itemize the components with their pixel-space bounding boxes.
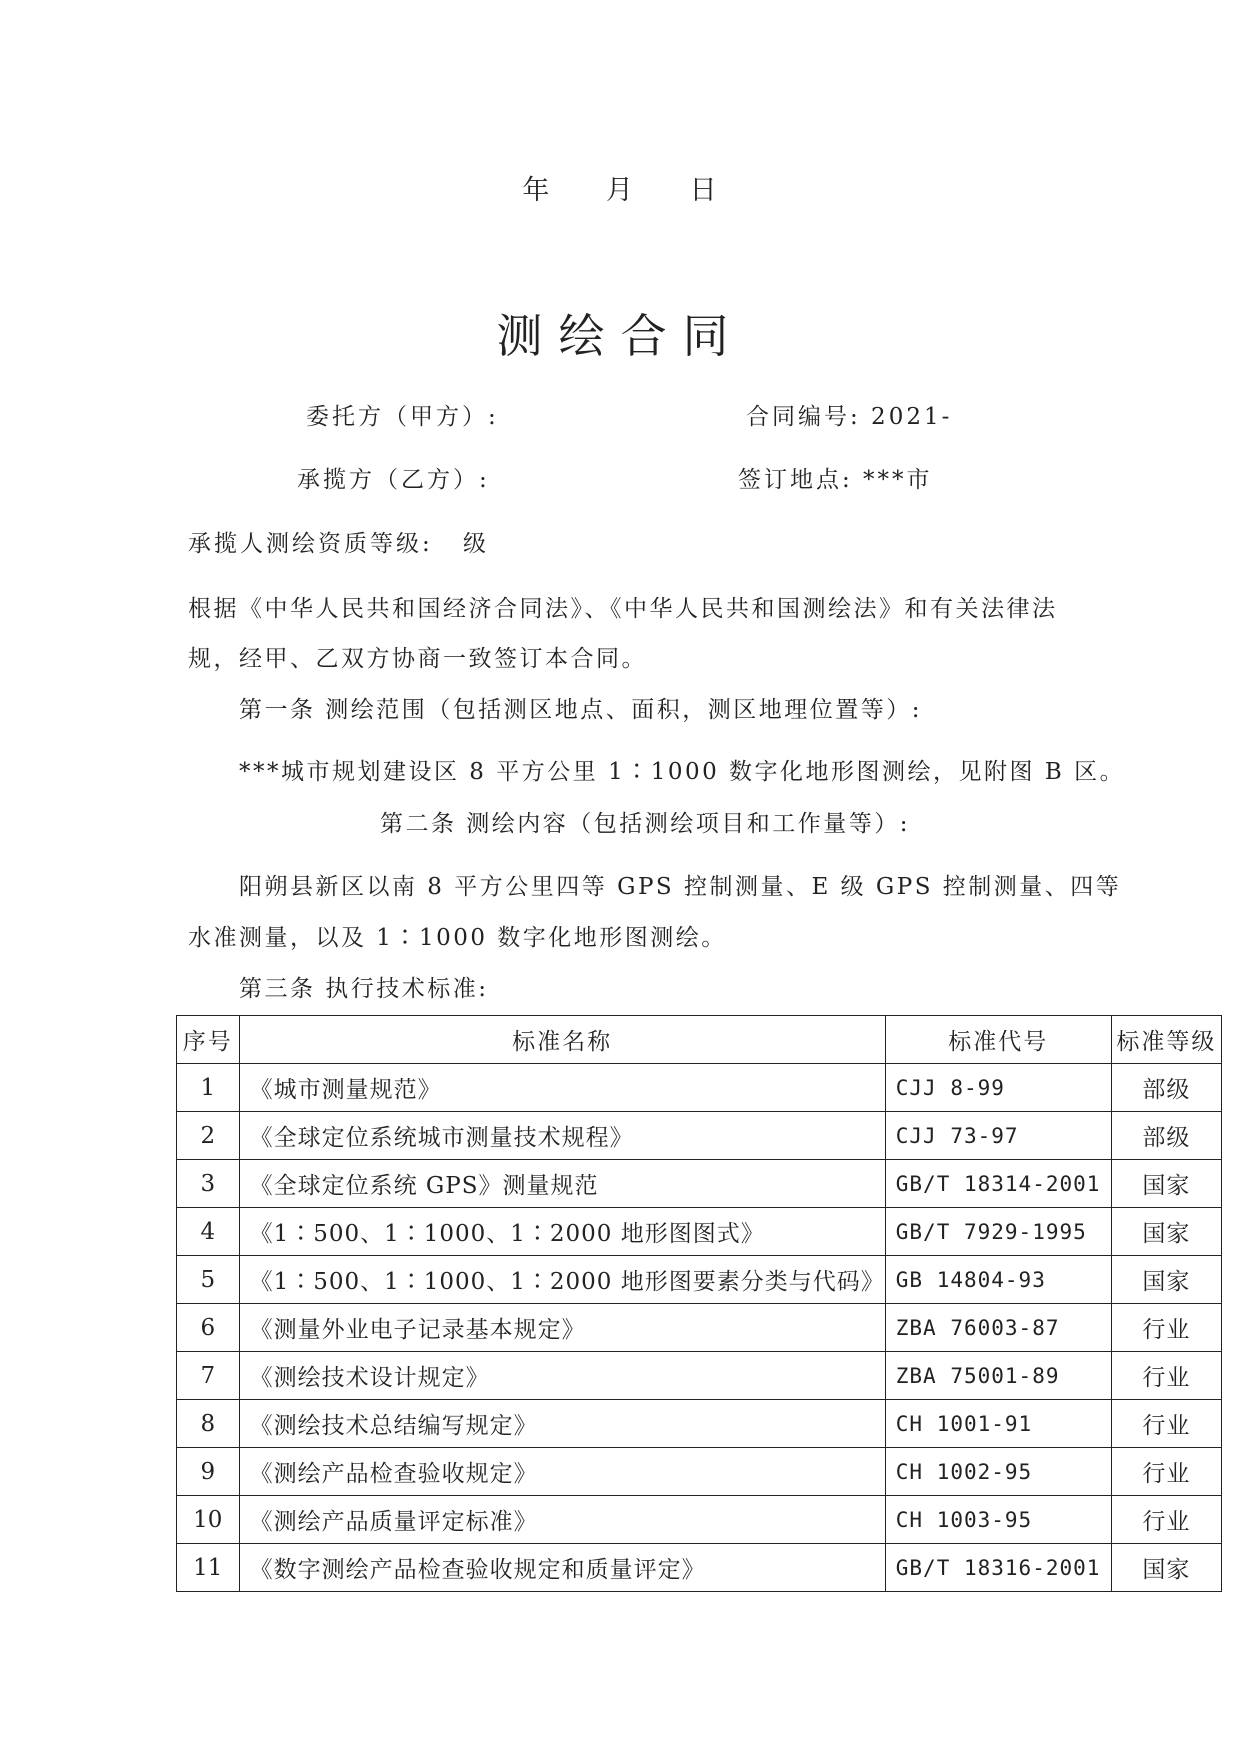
table-row [177, 1352, 1222, 1400]
date-month: 月 [606, 175, 635, 206]
row-number: 1 [177, 1064, 240, 1112]
standard-code: CH 1001-91 [885, 1400, 1111, 1448]
row-number: 6 [177, 1304, 240, 1352]
standard-name: 《1∶500、1∶1000、1∶2000 地形图要素分类与代码》 [239, 1256, 885, 1304]
standard-name: 《全球定位系统 GPS》测量规范 [239, 1160, 885, 1208]
standard-name: 《测绘产品检查验收规定》 [239, 1448, 885, 1496]
article-1-title: 第一条 测绘范围（包括测区地点、面积，测区地理位置等）: [239, 697, 923, 723]
standard-code: CJJ 73-97 [885, 1112, 1111, 1160]
client-label: 委托方（甲方）: [306, 404, 499, 430]
standard-code: GB/T 18316-2001 [885, 1544, 1111, 1592]
intro-line-1: 根据《中华人民共和国经济合同法》、《中华人民共和国测绘法》和有关法律法 [188, 596, 1058, 622]
standard-code: CH 1002-95 [885, 1448, 1111, 1496]
standard-level: 行业 [1111, 1352, 1221, 1400]
date-day: 日 [689, 175, 719, 206]
row-number: 9 [177, 1448, 240, 1496]
table-row [177, 1544, 1222, 1592]
table-row [177, 1400, 1222, 1448]
standard-code: GB/T 7929-1995 [885, 1208, 1111, 1256]
standard-name: 《1∶500、1∶1000、1∶2000 地形图图式》 [239, 1208, 885, 1256]
standard-code: ZBA 76003-87 [885, 1304, 1111, 1352]
table-row [177, 1448, 1222, 1496]
table-row [177, 1160, 1222, 1208]
table-row [177, 1112, 1222, 1160]
article-2-title: 第二条 测绘内容（包括测绘项目和工作量等）: [380, 811, 911, 837]
row-number: 4 [177, 1208, 240, 1256]
header-cell: 标准名称 [239, 1016, 885, 1064]
standard-name: 《城市测量规范》 [239, 1064, 885, 1112]
standard-name: 《测绘技术设计规定》 [239, 1352, 885, 1400]
table-row [177, 1496, 1222, 1544]
header-cell: 标准代号 [885, 1016, 1111, 1064]
table-row [177, 1256, 1222, 1304]
contract-number: 合同编号: 2021- [746, 404, 953, 430]
standard-code: GB 14804-93 [885, 1256, 1111, 1304]
standard-level: 国家 [1111, 1208, 1221, 1256]
standard-level: 国家 [1111, 1256, 1221, 1304]
table-row [177, 1208, 1222, 1256]
standard-name: 《测绘产品质量评定标准》 [239, 1496, 885, 1544]
document-title: 测绘合同 [496, 309, 745, 363]
article-3-title: 第三条 执行技术标准: [239, 976, 489, 1002]
standard-code: ZBA 75001-89 [885, 1352, 1111, 1400]
header-cell: 标准等级 [1111, 1016, 1221, 1064]
standard-code: CJJ 8-99 [885, 1064, 1111, 1112]
row-number: 11 [177, 1544, 240, 1592]
standard-name: 《全球定位系统城市测量技术规程》 [239, 1112, 885, 1160]
row-number: 5 [177, 1256, 240, 1304]
standard-level: 部级 [1111, 1064, 1221, 1112]
row-number: 10 [177, 1496, 240, 1544]
article-2-line-1: 阳朔县新区以南 8 平方公里四等 GPS 控制测量、E 级 GPS 控制测量、四等 [239, 874, 1122, 900]
standard-code: CH 1003-95 [885, 1496, 1111, 1544]
row-number: 3 [177, 1160, 240, 1208]
article-2-line-2: 水准测量，以及 1∶1000 数字化地形图测绘。 [188, 925, 727, 951]
table-row [177, 1304, 1222, 1352]
qualification-label: 承揽人测绘资质等级: [188, 531, 433, 557]
standard-level: 行业 [1111, 1304, 1221, 1352]
date-year: 年 [522, 175, 552, 206]
row-number: 2 [177, 1112, 240, 1160]
standard-name: 《数字测绘产品检查验收规定和质量评定》 [239, 1544, 885, 1592]
standard-name: 《测绘技术总结编写规定》 [239, 1400, 885, 1448]
qualification-value: 级 [463, 531, 489, 557]
date-line [0, 168, 1241, 207]
standard-level: 行业 [1111, 1496, 1221, 1544]
contractor-label: 承揽方（乙方）: [297, 467, 490, 493]
standard-level: 部级 [1111, 1112, 1221, 1160]
article-1-content: ***城市规划建设区 8 平方公里 1∶1000 数字化地形图测绘，见附图 B 区。 [239, 759, 1126, 785]
header-cell: 序号 [177, 1016, 240, 1064]
row-number: 8 [177, 1400, 240, 1448]
table-header-row [177, 1016, 1222, 1064]
standard-level: 行业 [1111, 1400, 1221, 1448]
sign-place: 签订地点: ***市 [738, 467, 933, 493]
intro-line-2: 规，经甲、乙双方协商一致签订本合同。 [188, 646, 647, 672]
table-row [177, 1064, 1222, 1112]
standard-name: 《测量外业电子记录基本规定》 [239, 1304, 885, 1352]
standard-level: 国家 [1111, 1544, 1221, 1592]
standard-level: 国家 [1111, 1160, 1221, 1208]
standard-code: GB/T 18314-2001 [885, 1160, 1111, 1208]
row-number: 7 [177, 1352, 240, 1400]
standard-level: 行业 [1111, 1448, 1221, 1496]
standards-table [176, 1015, 1222, 1592]
